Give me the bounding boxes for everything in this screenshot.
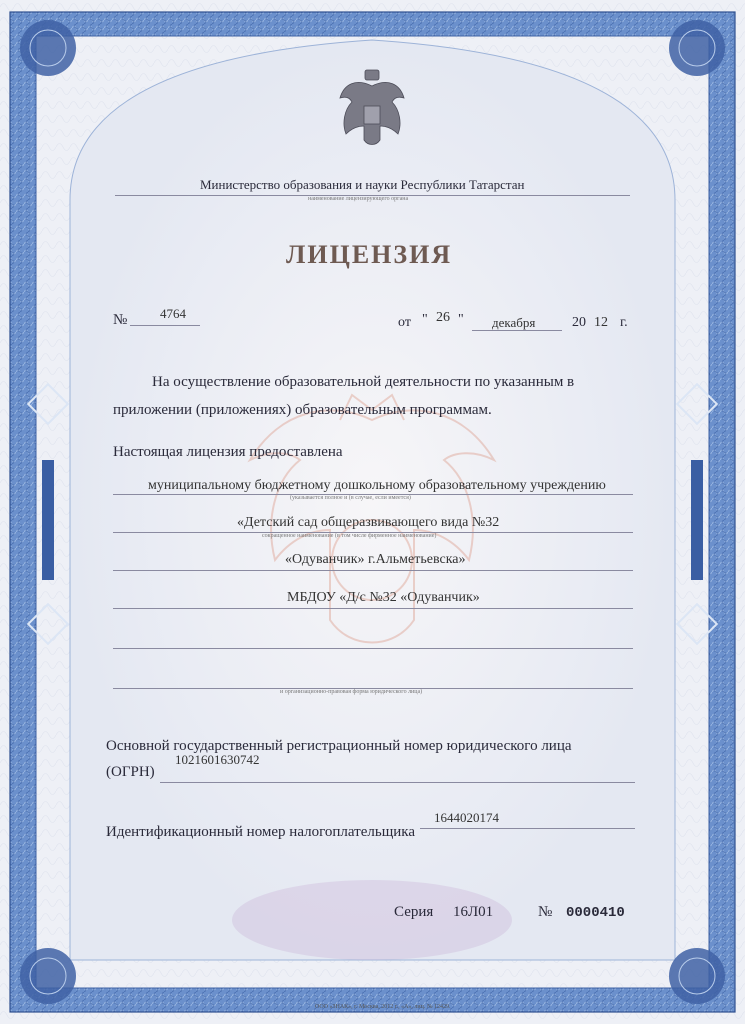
ministry-caption: наименование лицензирующего органа (308, 196, 409, 202)
ogrn-label-line-1: Основной государственный регистрационный номер юридического лица (106, 738, 572, 754)
organization-line-4: МБДОУ «Д/с №32 «Одуванчик» (287, 590, 480, 605)
series-value: 16Л01 (453, 904, 494, 920)
date-day: 26 (436, 310, 450, 325)
license-number: 4764 (160, 306, 186, 321)
series-label: Серия (394, 904, 434, 920)
organization-line-3: «Одуванчик» г.Альметьевска» (285, 552, 466, 567)
date-month: декабря (492, 315, 536, 330)
date-quote-open: " (422, 312, 428, 327)
org-underline-3 (113, 570, 633, 571)
caption-legal-form: и организационно-правовая форма юридического лица) (280, 689, 423, 695)
granted-to-label: Настоящая лицензия предоставлена (113, 444, 343, 460)
org-underline-4 (113, 608, 633, 609)
number-underline (130, 325, 200, 326)
org-underline-5 (113, 648, 633, 649)
caption-full-name: (указывается полное и (в случае, если имеется) (290, 495, 411, 501)
date-year-prefix: 20 (572, 315, 586, 330)
license-number-prefix: № (113, 312, 128, 328)
purpose-line-1: На осуществление образовательной деятельности по указанным в (152, 374, 575, 390)
month-underline (472, 330, 562, 331)
date-year-unit: г. (620, 315, 628, 330)
purpose-line-2: приложении (приложениях) образовательным программам. (113, 402, 492, 418)
date-year: 12 (594, 315, 608, 330)
printer-footer: ООО «ЗНАК», г. Москва, 2012 г., «А», лиц. № 12429. (315, 1004, 451, 1010)
organization-line-1: муниципальному бюджетному дошкольному образовательному учреждению (148, 478, 606, 493)
date-prefix: от (398, 315, 411, 330)
document-title: ЛИЦЕНЗИЯ (286, 240, 453, 269)
date-quote-close: " (458, 312, 464, 327)
organization-line-2: «Детский сад общеразвивающего вида №32 (237, 515, 500, 530)
series-number-prefix: № (538, 904, 553, 920)
inn-underline (420, 828, 635, 829)
ogrn-underline (160, 782, 635, 783)
inn-label: Идентификационный номер налогоплательщика (106, 824, 416, 840)
ogrn-label-line-2: (ОГРН) (106, 764, 155, 780)
ministry-name: Министерство образования и науки Республики Татарстан (200, 177, 525, 192)
inn-value: 1644020174 (434, 810, 499, 825)
caption-short-name: сокращенное наименование (в том числе фирменное наименование) (262, 533, 437, 539)
ogrn-value: 1021601630742 (175, 752, 260, 767)
series-number: 0000410 (566, 905, 625, 921)
